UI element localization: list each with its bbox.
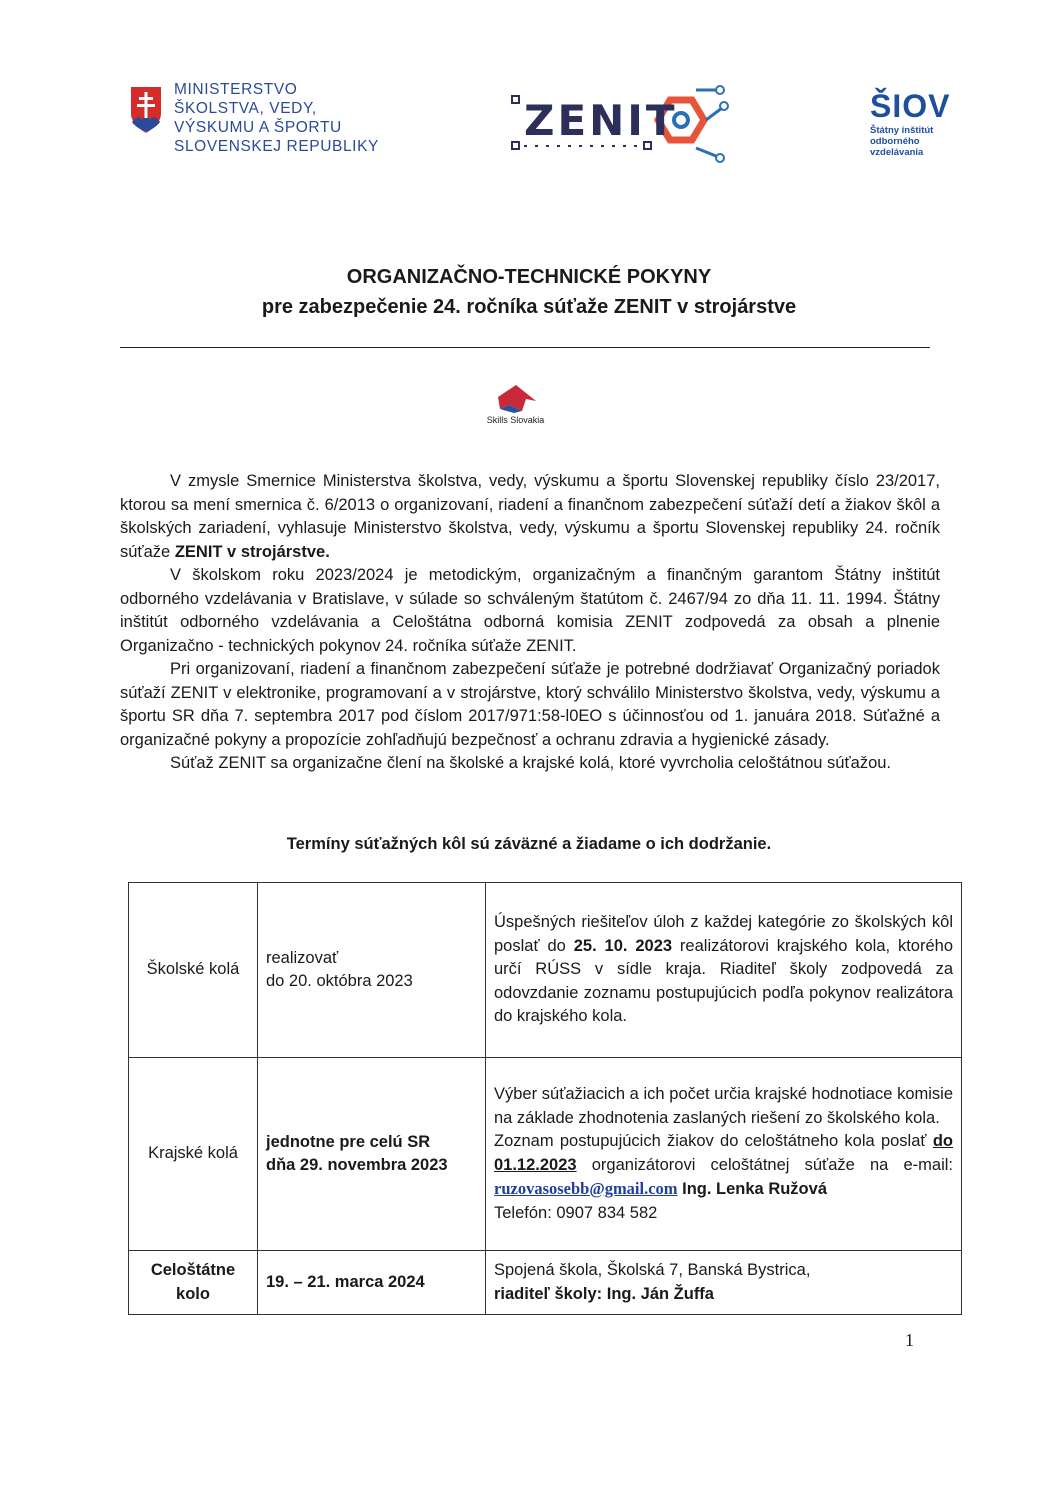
ministry-line-1: MINISTERSTVO	[174, 81, 298, 98]
round-date-regional	[258, 1058, 486, 1251]
body-text	[120, 470, 940, 776]
paragraph-1-text: V zmysle Smernice Ministerstva školstva, vedy, výskumu a športu Slovenskej republiky číslo 23/2017, ktorou sa mení smernica č. 6/2013 o organizovaní, riadení a finančnom zabezpečení súťaží detí a žiakov škôl a školských zariadení, vyhlasuje Ministerstvo školstva, vedy, výskumu a športu Slovenskej republiky 24. ročník súťaže	[120, 472, 940, 561]
round-name-national	[129, 1251, 258, 1315]
title-divider	[120, 347, 930, 348]
school-date-line-1: realizovať	[266, 948, 339, 967]
ministry-line-3: VÝSKUMU A ŠPORTU	[174, 119, 342, 136]
regional-desc-c: organizátorovi celoštátnej súťaže na e-mail:	[576, 1155, 953, 1174]
school-desc-b: realizátorovi krajského kola, ktorého určí RÚSS v sídle kraja. Riaditeľ školy zodpovedá za odovzdanie zoznamu postupujúcich podľa pokynov realizátora do krajského kola.	[494, 936, 954, 1026]
regional-date-line-2: dňa 29. novembra 2023	[266, 1156, 448, 1174]
regional-desc-b: Zoznam postupujúcich žiakov do celoštátneho kola poslať	[494, 1132, 933, 1150]
competition-name-bold: ZENIT v strojárstve.	[174, 542, 330, 561]
schedule-table	[128, 882, 962, 1315]
round-desc-national	[486, 1251, 962, 1315]
siov-sub-line-3: vzdelávania	[870, 147, 924, 158]
national-director: riaditeľ školy: Ing. Ján Žuffa	[494, 1284, 714, 1303]
ministry-line-2: ŠKOLSTVA, VEDY,	[174, 100, 317, 117]
round-name-school: Školské kolá	[129, 883, 258, 1058]
table-row	[129, 883, 962, 1058]
document-title	[0, 262, 1058, 322]
school-date-line-2: do 20. októbra 2023	[266, 972, 413, 990]
skills-slovakia-logo	[478, 383, 558, 433]
table-row	[129, 1058, 962, 1251]
deadline-notice: Termíny súťažných kôl sú záväzné a žiadame o ich dodržanie.	[286, 835, 772, 853]
national-venue: Spojená škola, Školská 7, Banská Bystrica,	[494, 1261, 811, 1279]
contact-phone: Telefón: 0907 834 582	[494, 1203, 658, 1222]
national-name-line-1: Celoštátne	[150, 1261, 236, 1279]
round-desc-school	[486, 883, 962, 1058]
zenit-logo-text: ZENIT	[524, 96, 678, 145]
regional-desc-a: Výber súťažiacich a ich počet určia krajské hodnotiace komisie na základe zhodnotenia zaslaných riešení zo školského kola.	[494, 1085, 953, 1127]
paragraph-4: Súťaž ZENIT sa organizačne člení na školské a krajské kolá, ktoré vyvrcholia celoštátnou súťažou.	[170, 754, 892, 772]
regional-date-line-1: jednotne pre celú SR	[266, 1132, 431, 1151]
title-line-2: pre zabezpečenie 24. ročníka súťaže ZENIT v strojárstve	[261, 296, 797, 318]
school-desc-a: Úspešných riešiteľov úloh z každej kategórie zo školských kôl poslať do	[494, 913, 953, 955]
national-name-line-2: kolo	[176, 1284, 210, 1303]
regional-desc-submit	[494, 1130, 953, 1202]
regional-deadline: do 01.12.2023	[494, 1132, 953, 1174]
ministry-logo	[128, 80, 379, 175]
round-desc-regional	[486, 1058, 962, 1251]
contact-person: Ing. Lenka Ružová	[677, 1180, 827, 1198]
ministry-line-4: SLOVENSKEJ REPUBLIKY	[174, 138, 379, 155]
skills-slovakia-label: Skills Slovakia	[486, 415, 545, 425]
zenit-logo	[510, 78, 730, 168]
contact-email-link[interactable]: ruzovasosebb@gmail.com	[494, 1179, 678, 1198]
round-date-school	[258, 883, 486, 1058]
siov-logo	[870, 82, 980, 172]
paragraph-3: Pri organizovaní, riadení a finančnom zabezpečení súťaže je potrebné dodržiavať Organizačný poriadok súťaží ZENIT v elektronike, programovaní a v strojárstve, ktorý schválilo Ministerstvo školstva, vedy, výskumu a športu SR dňa 7. septembra 2017 pod číslom 2017/971:58-l0EO s účinnosťou od 1. januára 2018. Súťažné a organizačné pokyny a propozície zohľadňujú bezpečnosť a ochranu zdravia a hygienické zásady.	[120, 660, 940, 749]
skills-slovakia-icon	[496, 383, 540, 415]
round-date-national: 19. – 21. marca 2024	[258, 1251, 486, 1315]
slovak-coat-of-arms-icon	[128, 84, 164, 136]
page-number: 1	[905, 1330, 914, 1350]
paragraph-1	[120, 470, 940, 564]
siov-sub-line-1: Štátny inštitút	[870, 125, 934, 136]
siov-logo-text: ŠIOV	[870, 88, 951, 124]
round-name-regional: Krajské kolá	[129, 1058, 258, 1251]
siov-sub-line-2: odborného	[870, 136, 920, 147]
school-deadline-bold: 25. 10. 2023	[573, 936, 673, 955]
paragraph-2: V školskom roku 2023/2024 je metodickým, organizačným a finančným garantom Štátny inštitút odborného vzdelávania v Bratislave, v súlade so schváleným štatútom č. 2467/94 zo dňa 11. 11. 1994. Štátny inštitút odborného vzdelávania a Celoštátna odborná komisia ZENIT zodpovedá za obsah a plnenie Organizačno - technických pokynov 24. ročníka súťaže ZENIT.	[120, 566, 940, 655]
title-line-1: ORGANIZAČNO-TECHNICKÉ POKYNY	[346, 266, 712, 288]
table-row	[129, 1251, 962, 1315]
